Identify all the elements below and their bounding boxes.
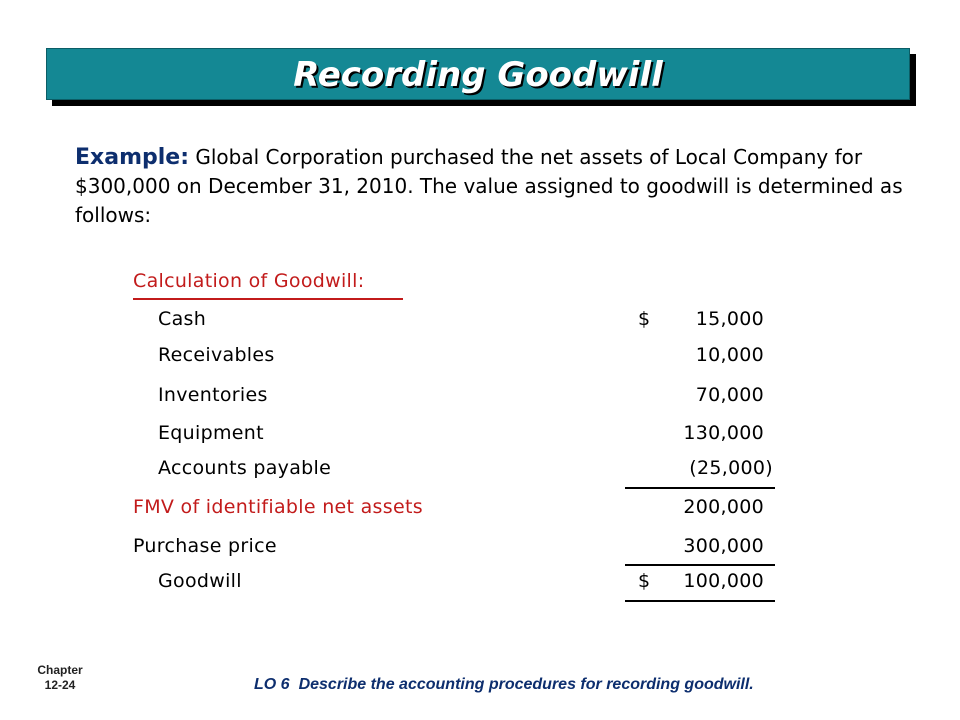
row-value: 300,000 (683, 535, 764, 557)
row-value: (25,000) (689, 457, 773, 479)
calculation-heading: Calculation of Goodwill: (133, 270, 365, 292)
lo-tag: LO 6 (254, 676, 290, 693)
calc-row-accounts-payable (0, 457, 960, 487)
lo-text: Describe the accounting procedures for recording goodwill. (298, 676, 754, 693)
row-value: 130,000 (683, 422, 764, 444)
row-value: 100,000 (683, 570, 764, 592)
row-label: Inventories (158, 384, 268, 406)
row-value: 15,000 (695, 308, 764, 330)
row-label: Cash (158, 308, 207, 330)
row-value: 10,000 (695, 344, 764, 366)
example-lead: Example: (75, 145, 189, 170)
example-text: Global Corporation purchased the net assets of Local Company for $300,000 on December 31, 2010. The value assigned to goodwill is determined as follows: (75, 145, 903, 227)
heading-underline (133, 298, 403, 300)
calc-row-inventories (0, 384, 960, 414)
subtotal-rule (625, 487, 775, 489)
slide-title: Recording Goodwill (293, 55, 663, 95)
calc-row-purchase-price (0, 535, 960, 565)
calc-row-receivables (0, 344, 960, 374)
row-label: Purchase price (133, 535, 277, 557)
total-rule (625, 600, 775, 602)
calc-row-cash (0, 308, 960, 338)
row-currency: $ (638, 570, 651, 592)
example-paragraph (75, 143, 905, 230)
row-label: Accounts payable (158, 457, 332, 479)
calc-row-goodwill (0, 570, 960, 600)
calc-row-fmv-net-assets (0, 496, 960, 526)
row-label: Receivables (158, 344, 275, 366)
chapter-number: 12-24 (44, 678, 76, 692)
difference-rule (625, 564, 775, 566)
row-label: Equipment (158, 422, 264, 444)
chapter-word: Chapter (37, 663, 83, 677)
row-label: FMV of identifiable net assets (133, 496, 423, 518)
calculation-heading-row (0, 270, 960, 300)
row-value: 200,000 (683, 496, 764, 518)
learning-objective (254, 676, 754, 694)
calc-row-equipment (0, 422, 960, 452)
row-label: Goodwill (158, 570, 242, 592)
row-value: 70,000 (695, 384, 764, 406)
row-currency: $ (638, 308, 651, 330)
chapter-label (30, 663, 90, 693)
title-banner (46, 48, 910, 100)
